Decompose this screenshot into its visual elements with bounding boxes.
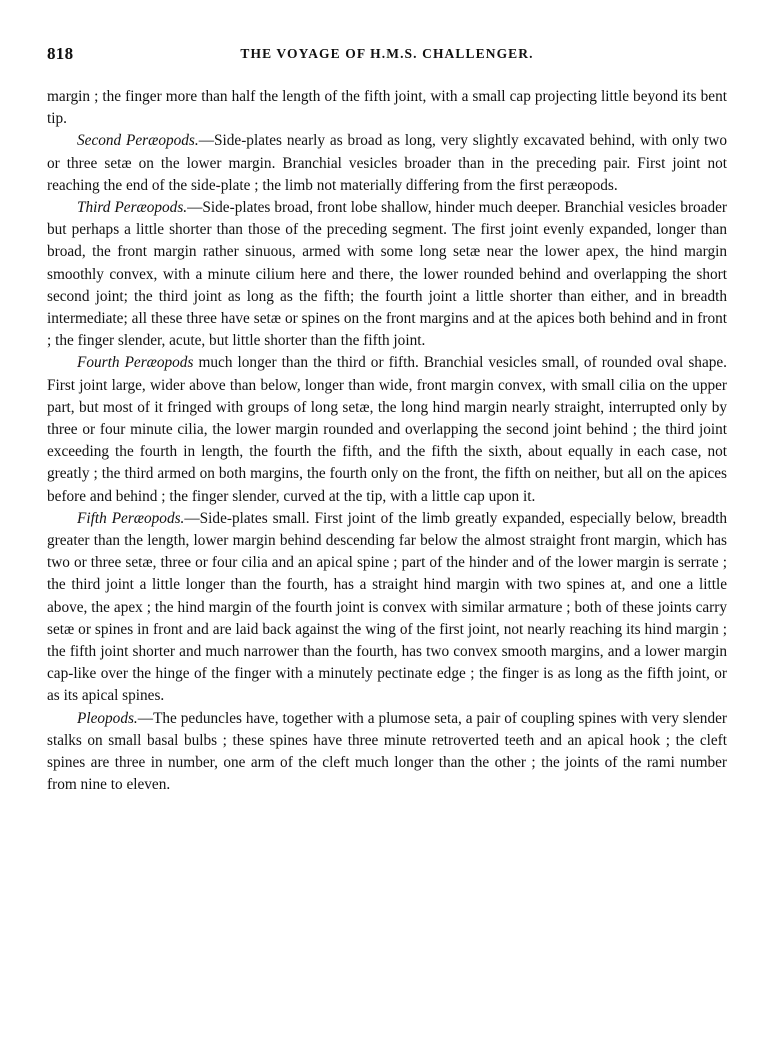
section-heading: Second Peræopods. (77, 132, 199, 150)
page-header (47, 44, 727, 68)
paragraph-pleopods (47, 708, 727, 797)
paragraph-text: much longer than the third or fifth. Branchial vesicles small, of rounded oval shape. First joint large, wider above than below, longer than wide, front margin convex, with small cilia on the upper part, but most of it fringed with groups of long setæ, the long hind margin nearly straight, interrupted only by three or four minute cilia, the lower margin rounded and overlapping the second joint behind ; the third joint exceeding the fourth in length, the fourth the fifth, and the fifth the sixth, about equally in each case, not greatly ; the third armed on both margins, the fourth only on the front, the fifth on neither, but all on the apices before and behind ; the finger slender, curved at the tip, with a little cap upon it. (47, 354, 727, 505)
paragraph-text: —Side-plates broad, front lobe shallow, hinder much deeper. Branchial vesicles broader but perhaps a little shorter than those of the preceding segment. The first joint evenly expanded, longer than broad, the front margin rather sinuous, armed with some long setæ near the lower apex, the hind margin smoothly convex, with a minute cilium here and there, the lower rounded behind and overlapping the short second joint; the third joint as long as the fifth; the fourth joint a little shorter than either, and in breadth intermediate; all these three have setæ or spines on the front margins and at the apices both behind and in front ; the finger slender, acute, but little shorter than the fifth joint. (47, 199, 727, 350)
section-heading: Fifth Peræopods. (77, 509, 185, 527)
paragraph-fourth-peraeopods (47, 352, 727, 507)
body-text (47, 86, 727, 797)
paragraph-text: —Side-plates small. First joint of the limb greatly expanded, especially below, breadth greater than the length, lower margin behind descending far below the almost straight front margin, which has two or three setæ, three or four cilia and an apical spine ; part of the hinder and of the lower margin is serrate ; the third joint a little longer than the fourth, has a straight hind margin with two spines at, and one a little above, the apex ; the hind margin of the fourth joint is convex with similar armature ; both of these joints carry setæ or spines in front and are laid back against the wing of the first joint, not nearly reaching its hind margin ; the fifth joint shorter and much narrower than the fourth, has two convex smooth margins, and a lower margin cap-like over the hinge of the finger with a minutely pectinate edge ; the finger is as long as the fifth joint, or as its apical spines. (47, 509, 727, 705)
paragraph-third-peraeopods (47, 197, 727, 352)
running-title: THE VOYAGE OF H.M.S. CHALLENGER. (240, 46, 534, 61)
paragraph-text: —The peduncles have, together with a plumose seta, a pair of coupling spines with very slender stalks on small basal bulbs ; these spines have three minute retroverted teeth and an apical hook ; the cleft spines are three in number, one arm of the cleft much longer than the other ; the joints of the rami number from nine to eleven. (47, 709, 727, 794)
page-number: 818 (47, 44, 74, 63)
paragraph-second-peraeopods (47, 130, 727, 197)
paragraph-text: —Side-plates nearly as broad as long, very slightly excavated behind, with only two or three setæ on the lower margin. Branchial vesicles broader than in the preceding pair. First joint not reaching the end of the side-plate ; the limb not materially differing from the first peræopods. (47, 132, 727, 194)
section-heading: Pleopods. (77, 709, 138, 727)
section-heading: Fourth Peræopods (77, 354, 194, 372)
paragraph-continuation (47, 86, 727, 130)
section-heading: Third Peræopods. (77, 199, 188, 217)
paragraph-fifth-peraeopods (47, 508, 727, 708)
paragraph-text: margin ; the finger more than half the length of the fifth joint, with a small cap projecting little beyond its bent tip. (47, 88, 727, 128)
